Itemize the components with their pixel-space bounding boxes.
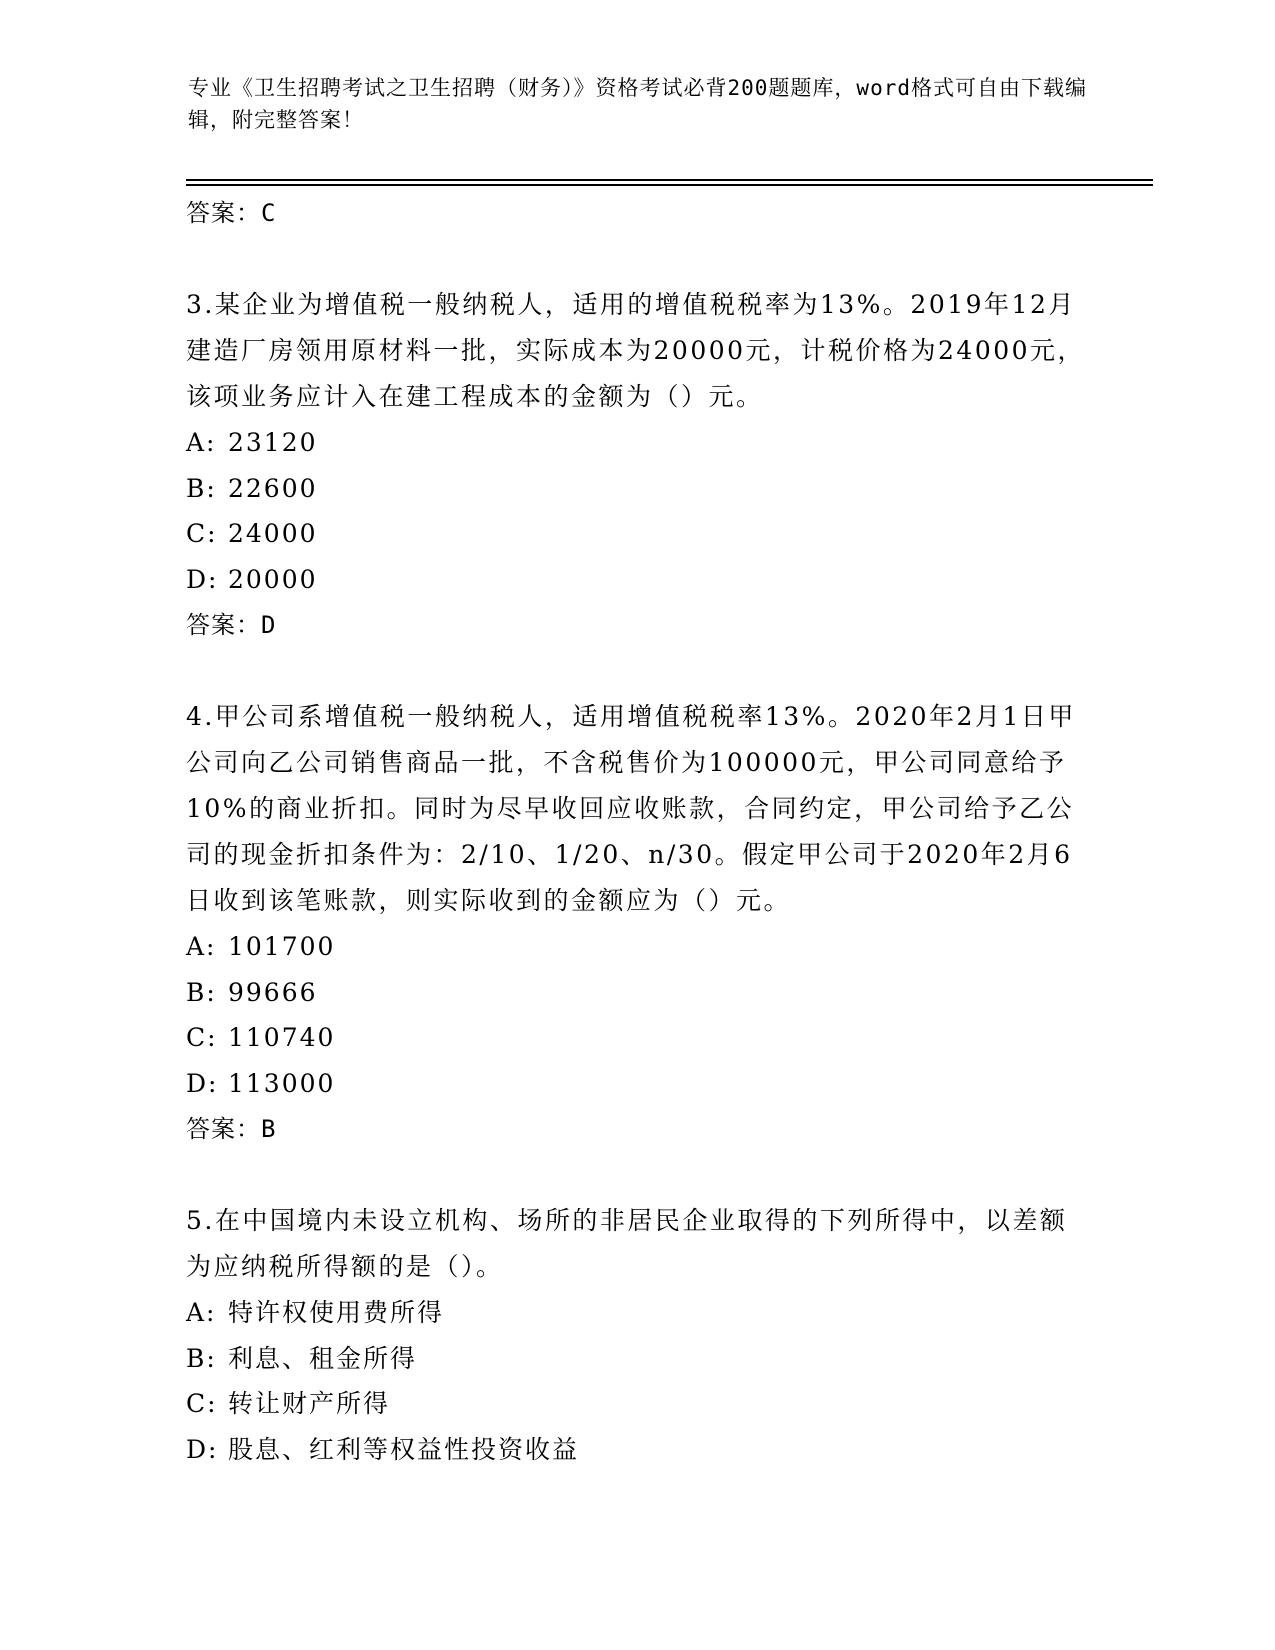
option-d [186,1427,1086,1473]
option-text: 101700 [228,932,336,961]
option-text: 特许权使用费所得 [228,1298,445,1327]
option-text: 股息、红利等权益性投资收益 [228,1434,580,1464]
question-list [186,190,1086,1472]
option-d [186,557,1086,603]
option-a [186,924,1086,970]
header-rule-top [186,179,1153,181]
question-stem: 4.甲公司系增值税一般纳税人，适用增值税税率13%。2020年2月1日甲公司向乙公司销售商品一批，不含税售价为100000元，甲公司同意给予10%的商业折扣。同时为尽早收回应收账款，合同约定，甲公司给予乙公司的现金折扣条件为：2/10、1/20、n/30。假定甲公司于2020年2月6日收到该笔账款，则实际收到的金额应为（）元。 [186,702,1076,915]
header-rule-bottom [186,184,1153,186]
option-text: 23120 [228,428,318,457]
option-text: 113000 [228,1068,336,1098]
document-header: 专业《卫生招聘考试之卫生招聘（财务）》资格考试必背200题题库，word格式可自由下载编辑，附完整答案！ [188,76,1087,132]
question-5 [186,1198,1086,1472]
option-c [186,1381,1086,1427]
option-text: 22600 [228,473,318,503]
answer-line: 答案：B [186,1115,277,1143]
option-c [186,511,1086,557]
question-stem: 5.在中国境内未设立机构、场所的非居民企业取得的下列所得中，以差额为应纳税所得额的是（）。 [186,1206,1068,1281]
option-c [186,1015,1086,1061]
option-label: B: [186,977,217,1007]
option-text: 转让财产所得 [228,1389,391,1418]
option-text: 99666 [228,977,318,1007]
question-stem: 3.某企业为增值税一般纳税人，适用的增值税税率为13%。2019年12月建造厂房领用原材料一批，实际成本为20000元，计税价格为24000元，该项业务应计入在建工程成本的金额为（）元。 [186,290,1086,411]
option-b [186,1336,1086,1382]
answer-line: 答案：C [186,199,277,227]
option-label: C: [186,519,218,548]
option-a [186,420,1086,466]
option-text: 24000 [228,519,318,548]
option-label: A: [186,1298,217,1327]
option-label: B: [186,473,217,503]
option-label: C: [186,1389,218,1418]
option-text: 110740 [228,1023,336,1052]
option-label: B: [186,1343,217,1373]
option-text: 利息、租金所得 [228,1343,418,1373]
option-label: D: [186,1434,219,1464]
answer-line: 答案：D [186,611,277,639]
option-d [186,1061,1086,1107]
option-a [186,1290,1086,1336]
option-label: A: [186,428,217,457]
option-label: A: [186,932,217,961]
option-label: D: [186,564,219,594]
option-text: 20000 [228,564,318,594]
option-label: D: [186,1068,219,1098]
question-3 [186,282,1086,648]
option-b [186,466,1086,512]
option-label: C: [186,1023,218,1052]
option-b [186,970,1086,1016]
question-4 [186,694,1086,1152]
